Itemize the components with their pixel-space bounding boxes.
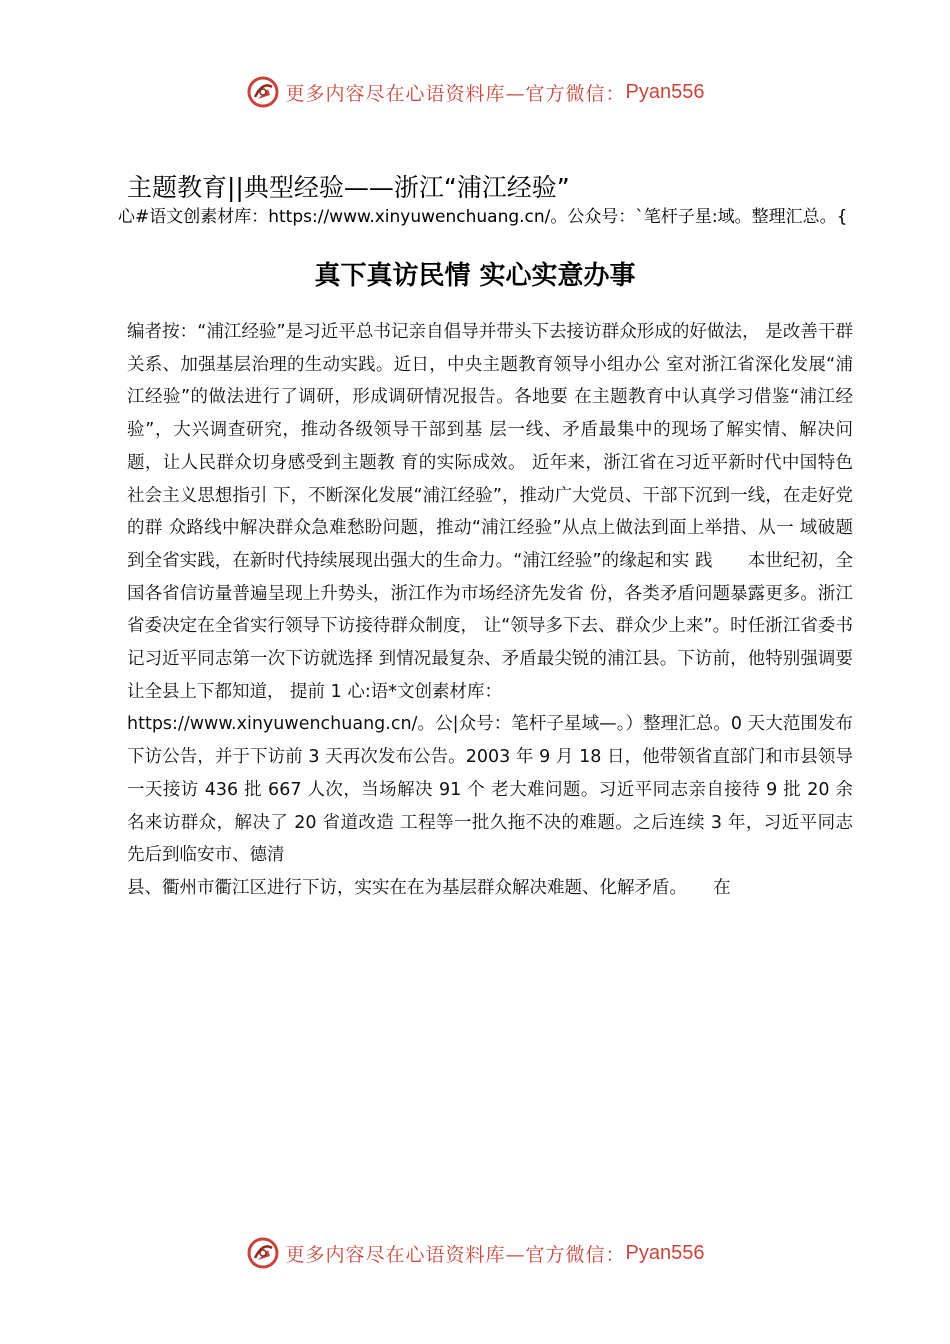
paragraph-3: 县、衢州市衢江区进行下访，实实在在为基层群众解决难题、化解矛盾。 在: [127, 877, 731, 898]
main-heading: 真下真访民情 实心实意办事: [314, 261, 636, 291]
wechat-id: Pyan556: [625, 80, 705, 103]
brand-logo-icon: [246, 75, 280, 109]
document-title: 主题教育||典型经验——浙江“浦江经验”: [127, 173, 570, 202]
article-body: [127, 316, 853, 905]
source-line: 心#语文创素材库：https://www.xinyuwenchuang.cn/。公众号：`笔杆子星:域。整理汇总。{: [118, 207, 848, 227]
header-watermark-banner: [0, 72, 950, 112]
wechat-id: Pyan556: [625, 1241, 705, 1264]
watermark-text: 更多内容尽在心语资料库—官方微信：: [285, 82, 626, 105]
footer-watermark-banner: [0, 1233, 950, 1273]
watermark-text: 更多内容尽在心语资料库—官方微信：: [285, 1243, 626, 1266]
brand-logo-icon: [246, 1236, 280, 1270]
paragraph-2: https://www.xinyuwenchuang.cn/。公|众号：笔杆子星域—。）整理汇总。0 天大范围发布下访公告，并于下访前 3 天再次发布公告。2003 年 9 月 18 日，他带领省直部门和市县领导一天接访 436 批 667 人次，当场解决 91 个 老大难问题。习近平同志亲自接待 9 批 20 余名来访群众，解决了 20 省道改造 工程等一批久拖不决的难题。之后连续 3 年，习近平同志先后到临安市、德清: [127, 714, 853, 866]
paragraph-1: 编者按：“浦江经验”是习近平总书记亲自倡导并带头下去接访群众形成的好做法， 是改善干群关系、加强基层治理的生动实践。近日，中央主题教育领导小组办公 室对浙江省深化发展“浦江经验”的做法进行了调研，形成调研情况报告。各地要 在主题教育中认真学习借鉴“浦江经验”，大兴调查研究，推动各级领导干部到基 层一线、矛盾最集中的现场了解实情、解决问题，让人民群众切身感受到主题教 育的实际成效。 近年来，浙江省在习近平新时代中国特色社会主义思想指引 下，不断深化发展“浦江经验”，推动广大党员、干部下沉到一线，在走好党的群 众路线中解决群众急难愁盼问题，推动“浦江经验”从点上做法到面上举措、从一 域破题到全省实践，在新时代持续展现出强大的生命力。“浦江经验”的缘起和实 践 本世纪初，全国各省信访量普遍呈现上升势头，浙江作为市场经济先发省 份，各类矛盾问题暴露更多。浙江省委决定在全省实行领导下访接待群众制度， 让“领导多下去、群众少上来”。时任浙江省委书记习近平同志第一次下访就选择 到情况最复杂、矛盾最尖锐的浦江县。下访前，他特别强调要让全县上下都知道， 提前 1 心:语*文创素材库：: [127, 322, 853, 702]
